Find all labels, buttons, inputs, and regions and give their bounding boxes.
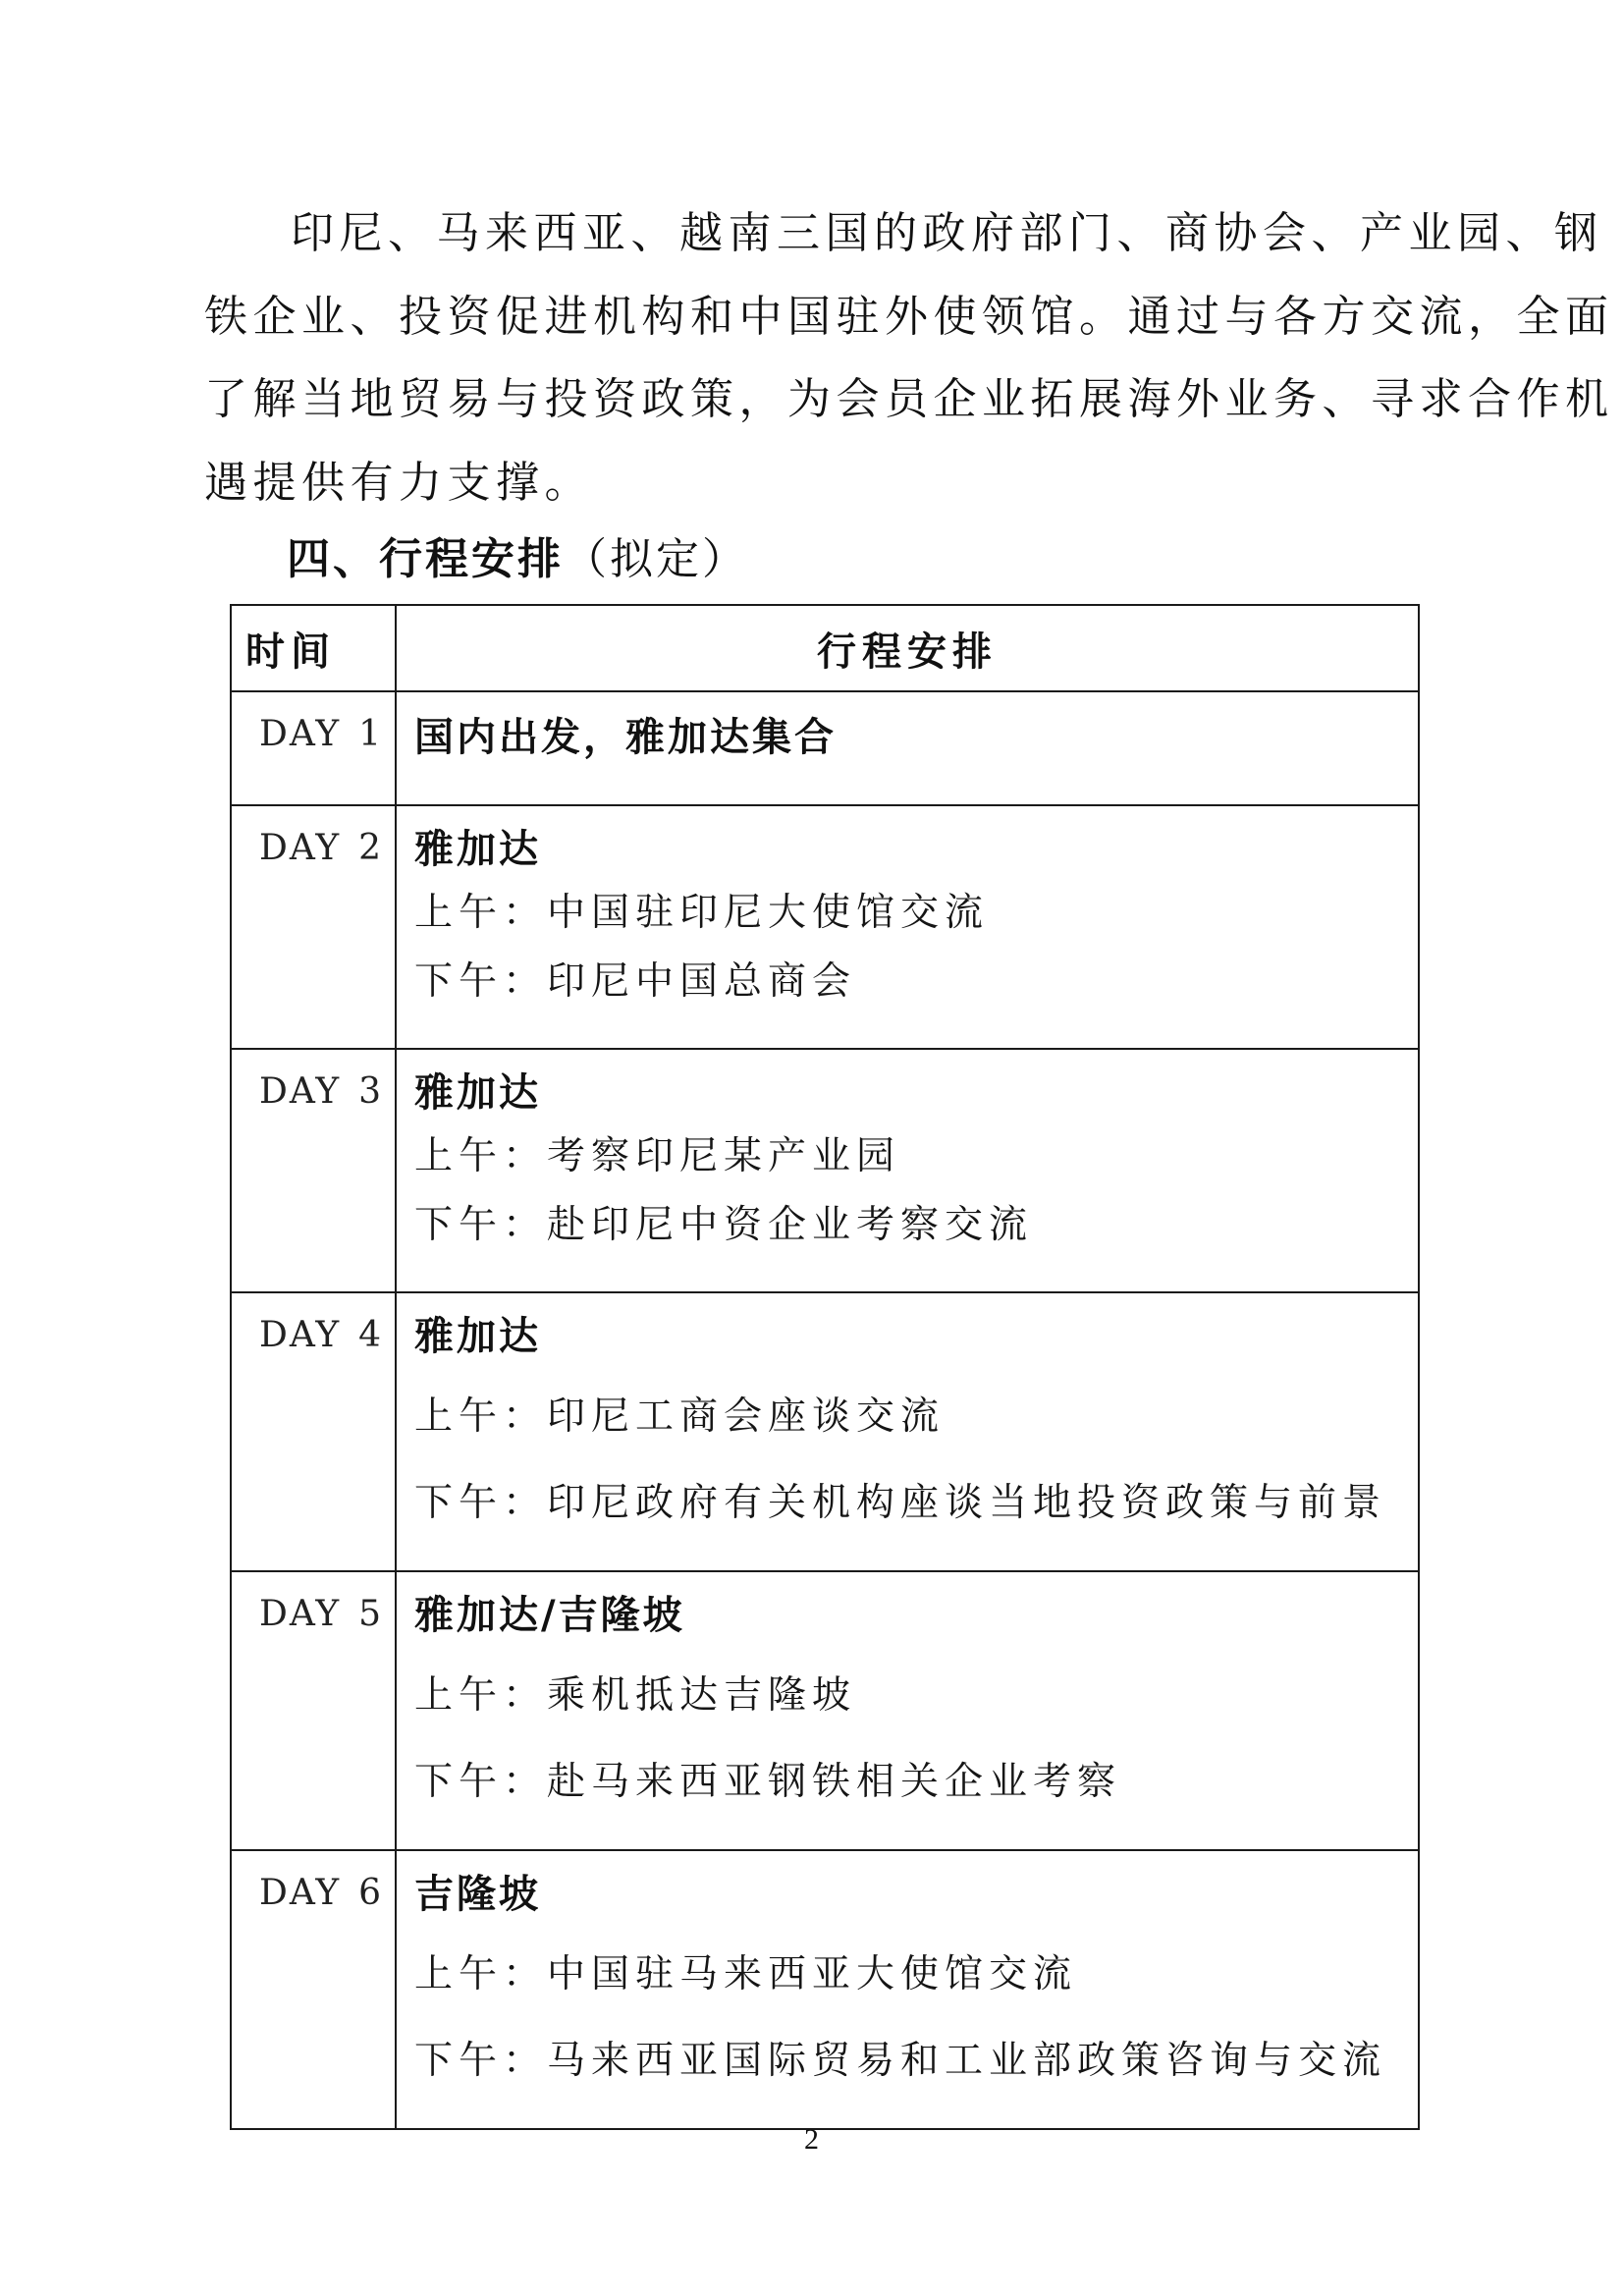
morning-item: 上午：中国驻马来西亚大使馆交流 xyxy=(414,1952,1078,1996)
place-title: 雅加达 xyxy=(414,1070,541,1116)
table-row xyxy=(231,1571,1419,1850)
day-label: DAY xyxy=(259,1594,342,1634)
header-plan: 行程安排 xyxy=(396,605,1419,691)
table-row xyxy=(231,805,1419,1049)
table-header-row xyxy=(231,605,1419,691)
paragraph-line: 铁企业、投资促进机构和中国驻外使领馆。通过与各方交流，全面 xyxy=(204,291,1614,342)
day-label: DAY xyxy=(259,1873,342,1913)
plan-cell xyxy=(396,1292,1419,1571)
paragraph-line: 印尼、马来西亚、越南三国的政府部门、商协会、产业园、钢 xyxy=(291,208,1603,258)
day-cell xyxy=(231,1571,396,1850)
plan-cell xyxy=(396,1850,1419,2129)
section-heading-note: （拟定） xyxy=(564,534,748,584)
page-number: 2 xyxy=(804,2123,819,2156)
afternoon-item: 下午：印尼中国总商会 xyxy=(414,959,857,1004)
table-row xyxy=(231,691,1419,805)
morning-item: 上午：印尼工商会座谈交流 xyxy=(414,1394,946,1439)
day-label: DAY xyxy=(259,828,342,868)
section-heading-title: 四、行程安排 xyxy=(287,534,564,584)
afternoon-item: 下午：印尼政府有关机构座谈当地投资政策与前景 xyxy=(414,1481,1387,1525)
day-cell xyxy=(231,1850,396,2129)
day-number: 4 xyxy=(358,1315,384,1355)
morning-item: 上午：考察印尼某产业园 xyxy=(414,1134,901,1178)
day-number: 1 xyxy=(358,714,384,754)
day-cell xyxy=(231,805,396,1049)
day-number: 2 xyxy=(358,828,384,868)
day-label: DAY xyxy=(259,1315,342,1355)
day-number: 3 xyxy=(358,1071,384,1112)
afternoon-item: 下午：赴印尼中资企业考察交流 xyxy=(414,1203,1034,1247)
place-title: 国内出发，雅加达集合 xyxy=(414,715,837,760)
place-title: 雅加达 xyxy=(414,827,541,872)
morning-item: 上午：乘机抵达吉隆坡 xyxy=(414,1673,857,1718)
header-time: 时间 xyxy=(231,605,396,691)
day-cell xyxy=(231,1292,396,1571)
place-title: 吉隆坡 xyxy=(414,1872,541,1917)
place-title: 雅加达/吉隆坡 xyxy=(414,1593,685,1638)
afternoon-item: 下午：赴马来西亚钢铁相关企业考察 xyxy=(414,1760,1122,1804)
table-row xyxy=(231,1049,1419,1292)
day-cell xyxy=(231,1049,396,1292)
section-heading xyxy=(287,530,748,589)
place-title: 雅加达 xyxy=(414,1314,541,1359)
plan-cell xyxy=(396,691,1419,805)
day-number: 6 xyxy=(358,1873,384,1913)
morning-item: 上午：中国驻印尼大使馆交流 xyxy=(414,891,990,935)
schedule-table xyxy=(230,604,1420,2130)
day-label: DAY xyxy=(259,1071,342,1112)
body-paragraph xyxy=(204,192,1614,524)
plan-cell xyxy=(396,1049,1419,1292)
plan-cell xyxy=(396,805,1419,1049)
day-number: 5 xyxy=(358,1594,384,1634)
day-cell xyxy=(231,691,396,805)
day-label: DAY xyxy=(259,714,342,754)
plan-cell xyxy=(396,1571,1419,1850)
paragraph-line: 了解当地贸易与投资政策，为会员企业拓展海外业务、寻求合作机 xyxy=(204,374,1614,424)
afternoon-item: 下午：马来西亚国际贸易和工业部政策咨询与交流 xyxy=(414,2039,1387,2083)
table-row xyxy=(231,1850,1419,2129)
table-row xyxy=(231,1292,1419,1571)
paragraph-line: 遇提供有力支撑。 xyxy=(204,457,593,508)
